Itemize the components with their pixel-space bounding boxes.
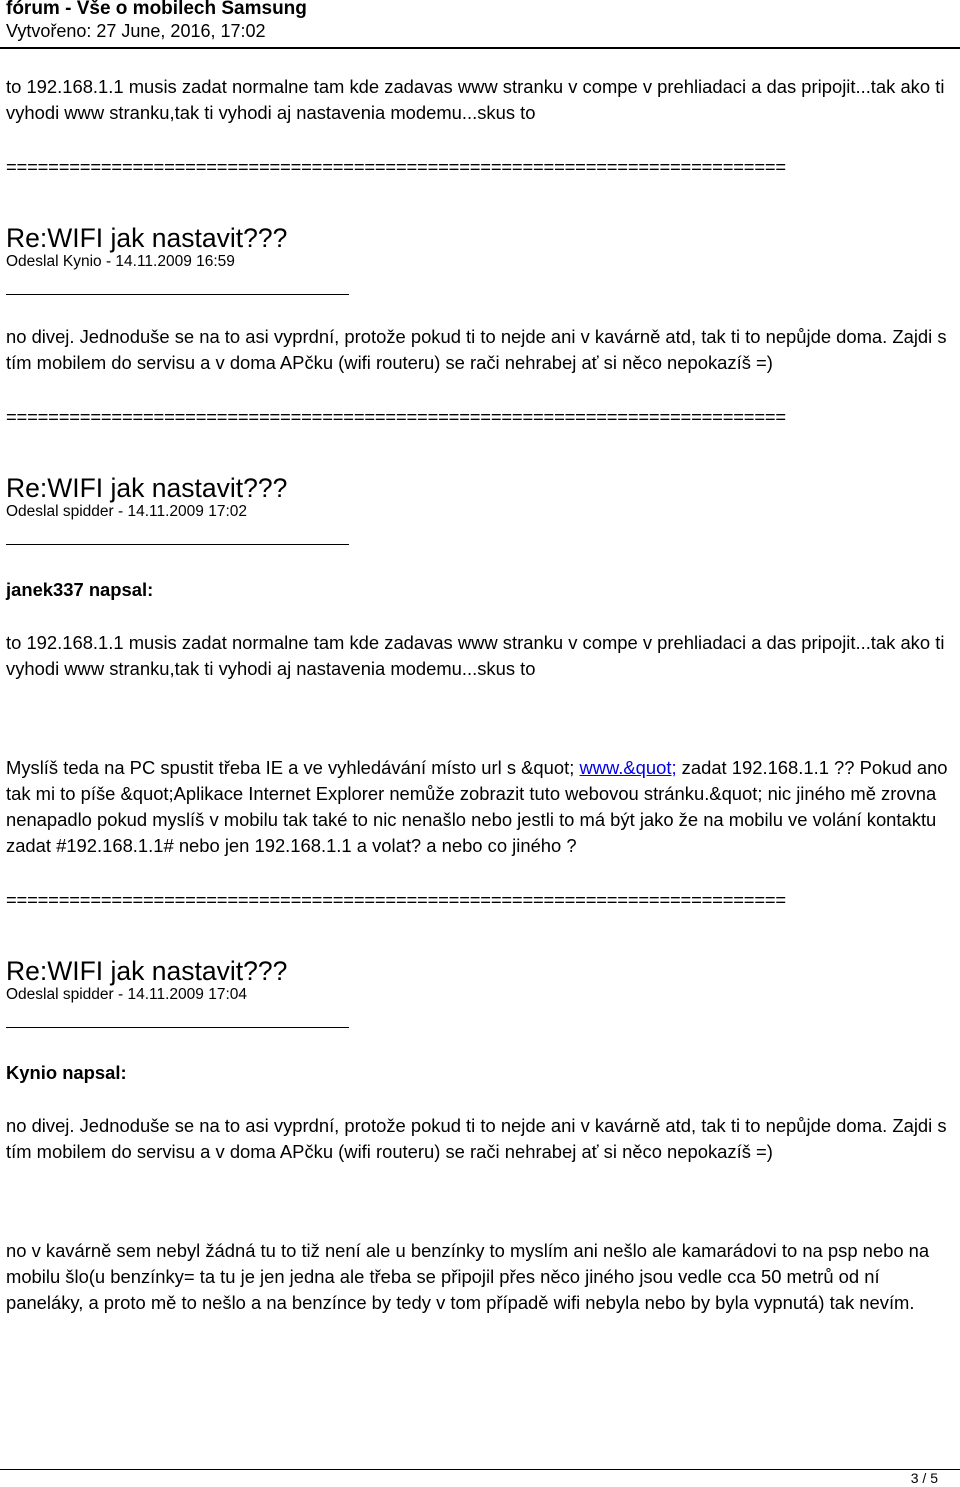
post-title: Re:WIFI jak nastavit??? — [6, 956, 288, 986]
post-body-start: Myslíš teda na PC spustit třeba IE a ve vyhledávání místo url s &quot; — [6, 757, 580, 778]
page-number: 3 / 5 — [910, 1470, 938, 1486]
post-meta: Odeslal spidder - 14.11.2009 17:02 — [6, 503, 247, 520]
post-title: Re:WIFI jak nastavit??? — [6, 473, 288, 503]
footer-rule — [0, 1469, 960, 1470]
post-body: no divej. Jednoduše se na to asi vyprdní, protože pokud ti to nejde ani v kavárně atd, tak ti to nepůjde doma. Zajdi s tím mobilem do servisu a v doma APčku (wifi routeru) se rači nehrabej ať si něco nepokazíš =) — [6, 326, 947, 373]
quote-author: janek337 napsal: — [6, 579, 154, 600]
post — [6, 223, 951, 376]
intro-text: to 192.168.1.1 musis zadat normalne tam kde zadavas www stranku v compe v prehliadaci a das pripojit...tak ako ti vyhodi www stranku,tak ti vyhodi aj nastavenia modemu...skus to — [6, 76, 945, 123]
quote-text: to 192.168.1.1 musis zadat normalne tam kde zadavas www stranku v compe v prehliadaci a das pripojit...tak ako ti vyhodi www stranku,tak ti vyhodi aj nastavenia modemu...skus to — [6, 632, 945, 679]
post-meta: Odeslal spidder - 14.11.2009 17:04 — [6, 986, 247, 1003]
post-body: no v kavárně sem nebyl žádná tu to tiž není ale u benzínky to myslím ani nešlo ale kamarádovi to na psp nebo na mobilu šlo(u benzínky= ta tu je jen jedna ale třeba se připojil přes něco jiného jsou vedle cca 50 metrů od ní paneláky, a proto mě to nešlo a na benzínce by tedy v tom případě wifi nebyla nebo by byla vypnutá) tak nevím. — [6, 1240, 930, 1313]
www-link[interactable]: www.&quot; — [579, 757, 677, 778]
post-separator: ========================================================================== — [6, 889, 786, 910]
created-date: Vytvořeno: 27 June, 2016, 17:02 — [6, 21, 266, 41]
post — [6, 473, 951, 859]
quote-text: no divej. Jednoduše se na to asi vyprdní, protože pokud ti to nejde ani v kavárně atd, tak ti to nepůjde doma. Zajdi s tím mobilem do servisu a v doma APčku (wifi routeru) se rači nehrabej ať si něco nepokazíš =) — [6, 1115, 947, 1162]
post-body — [6, 755, 951, 859]
post — [6, 956, 951, 1316]
header-rule — [0, 47, 960, 49]
post-title: Re:WIFI jak nastavit??? — [6, 223, 288, 253]
post-separator: ========================================================================== — [6, 406, 786, 427]
quote-author: Kynio napsal: — [6, 1062, 127, 1083]
thread-content — [6, 74, 951, 1316]
forum-title: fórum - Vše o mobilech Samsung — [6, 0, 307, 19]
post-body-end: zadat 192.168.1.1 ?? Pokud ano tak mi to píše &quot;Aplikace Internet Explorer nemůže zobrazit tuto webovou stránku.&quot; nic jiného mě zrovna nenapadlo pokud myslíš v mobilu tak také to nic nenašlo nebo jestli to má být jako že na mobilu ve volání kontaktu zadat #192.168.1.1# nebo jen 192.168.1.1 a volat? a nebo co jiného ? — [6, 757, 948, 856]
post-separator: ========================================================================== — [6, 156, 786, 177]
post-meta: Odeslal Kynio - 14.11.2009 16:59 — [6, 253, 235, 270]
